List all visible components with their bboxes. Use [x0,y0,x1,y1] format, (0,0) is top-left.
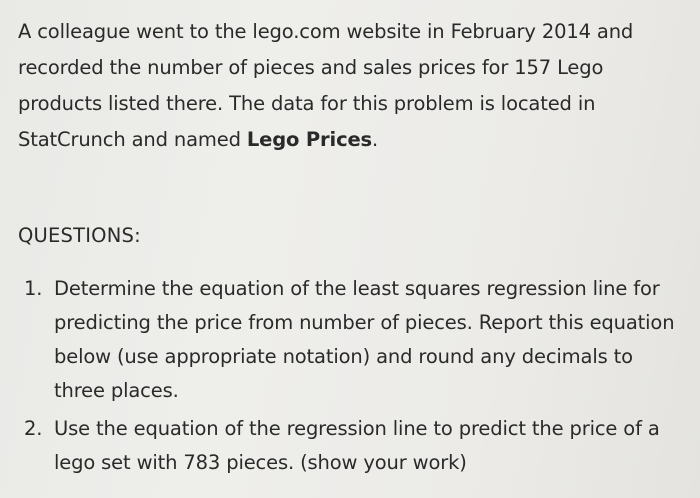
intro-line-suffix: . [372,128,379,151]
intro-line: recorded the number of pieces and sales prices for 157 Lego [18,56,604,79]
question-line: predicting the price from number of pieces. Report this equation [54,311,675,334]
question-number: 2. [24,417,43,440]
intro-line-prefix: StatCrunch and named [18,128,247,151]
question-line: Use the equation of the regression line to predict the price of a [54,417,660,440]
intro-paragraph [18,14,678,158]
question-line: lego set with 783 pieces. (show your work) [54,451,467,474]
intro-line: products listed there. The data for this problem is located in [18,92,596,115]
question-item [24,412,700,480]
question-item [24,272,700,408]
questions-list [24,272,700,480]
questions-heading: QUESTIONS: [18,224,141,247]
question-number: 1. [24,277,43,300]
question-line: three places. [54,379,179,402]
intro-line: A colleague went to the lego.com website in February 2014 and [18,20,634,43]
question-line: below (use appropriate notation) and round any decimals to [54,345,633,368]
question-line: Determine the equation of the least squares regression line for [54,277,660,300]
intro-line-last [18,122,678,158]
dataset-name: Lego Prices [246,128,373,151]
